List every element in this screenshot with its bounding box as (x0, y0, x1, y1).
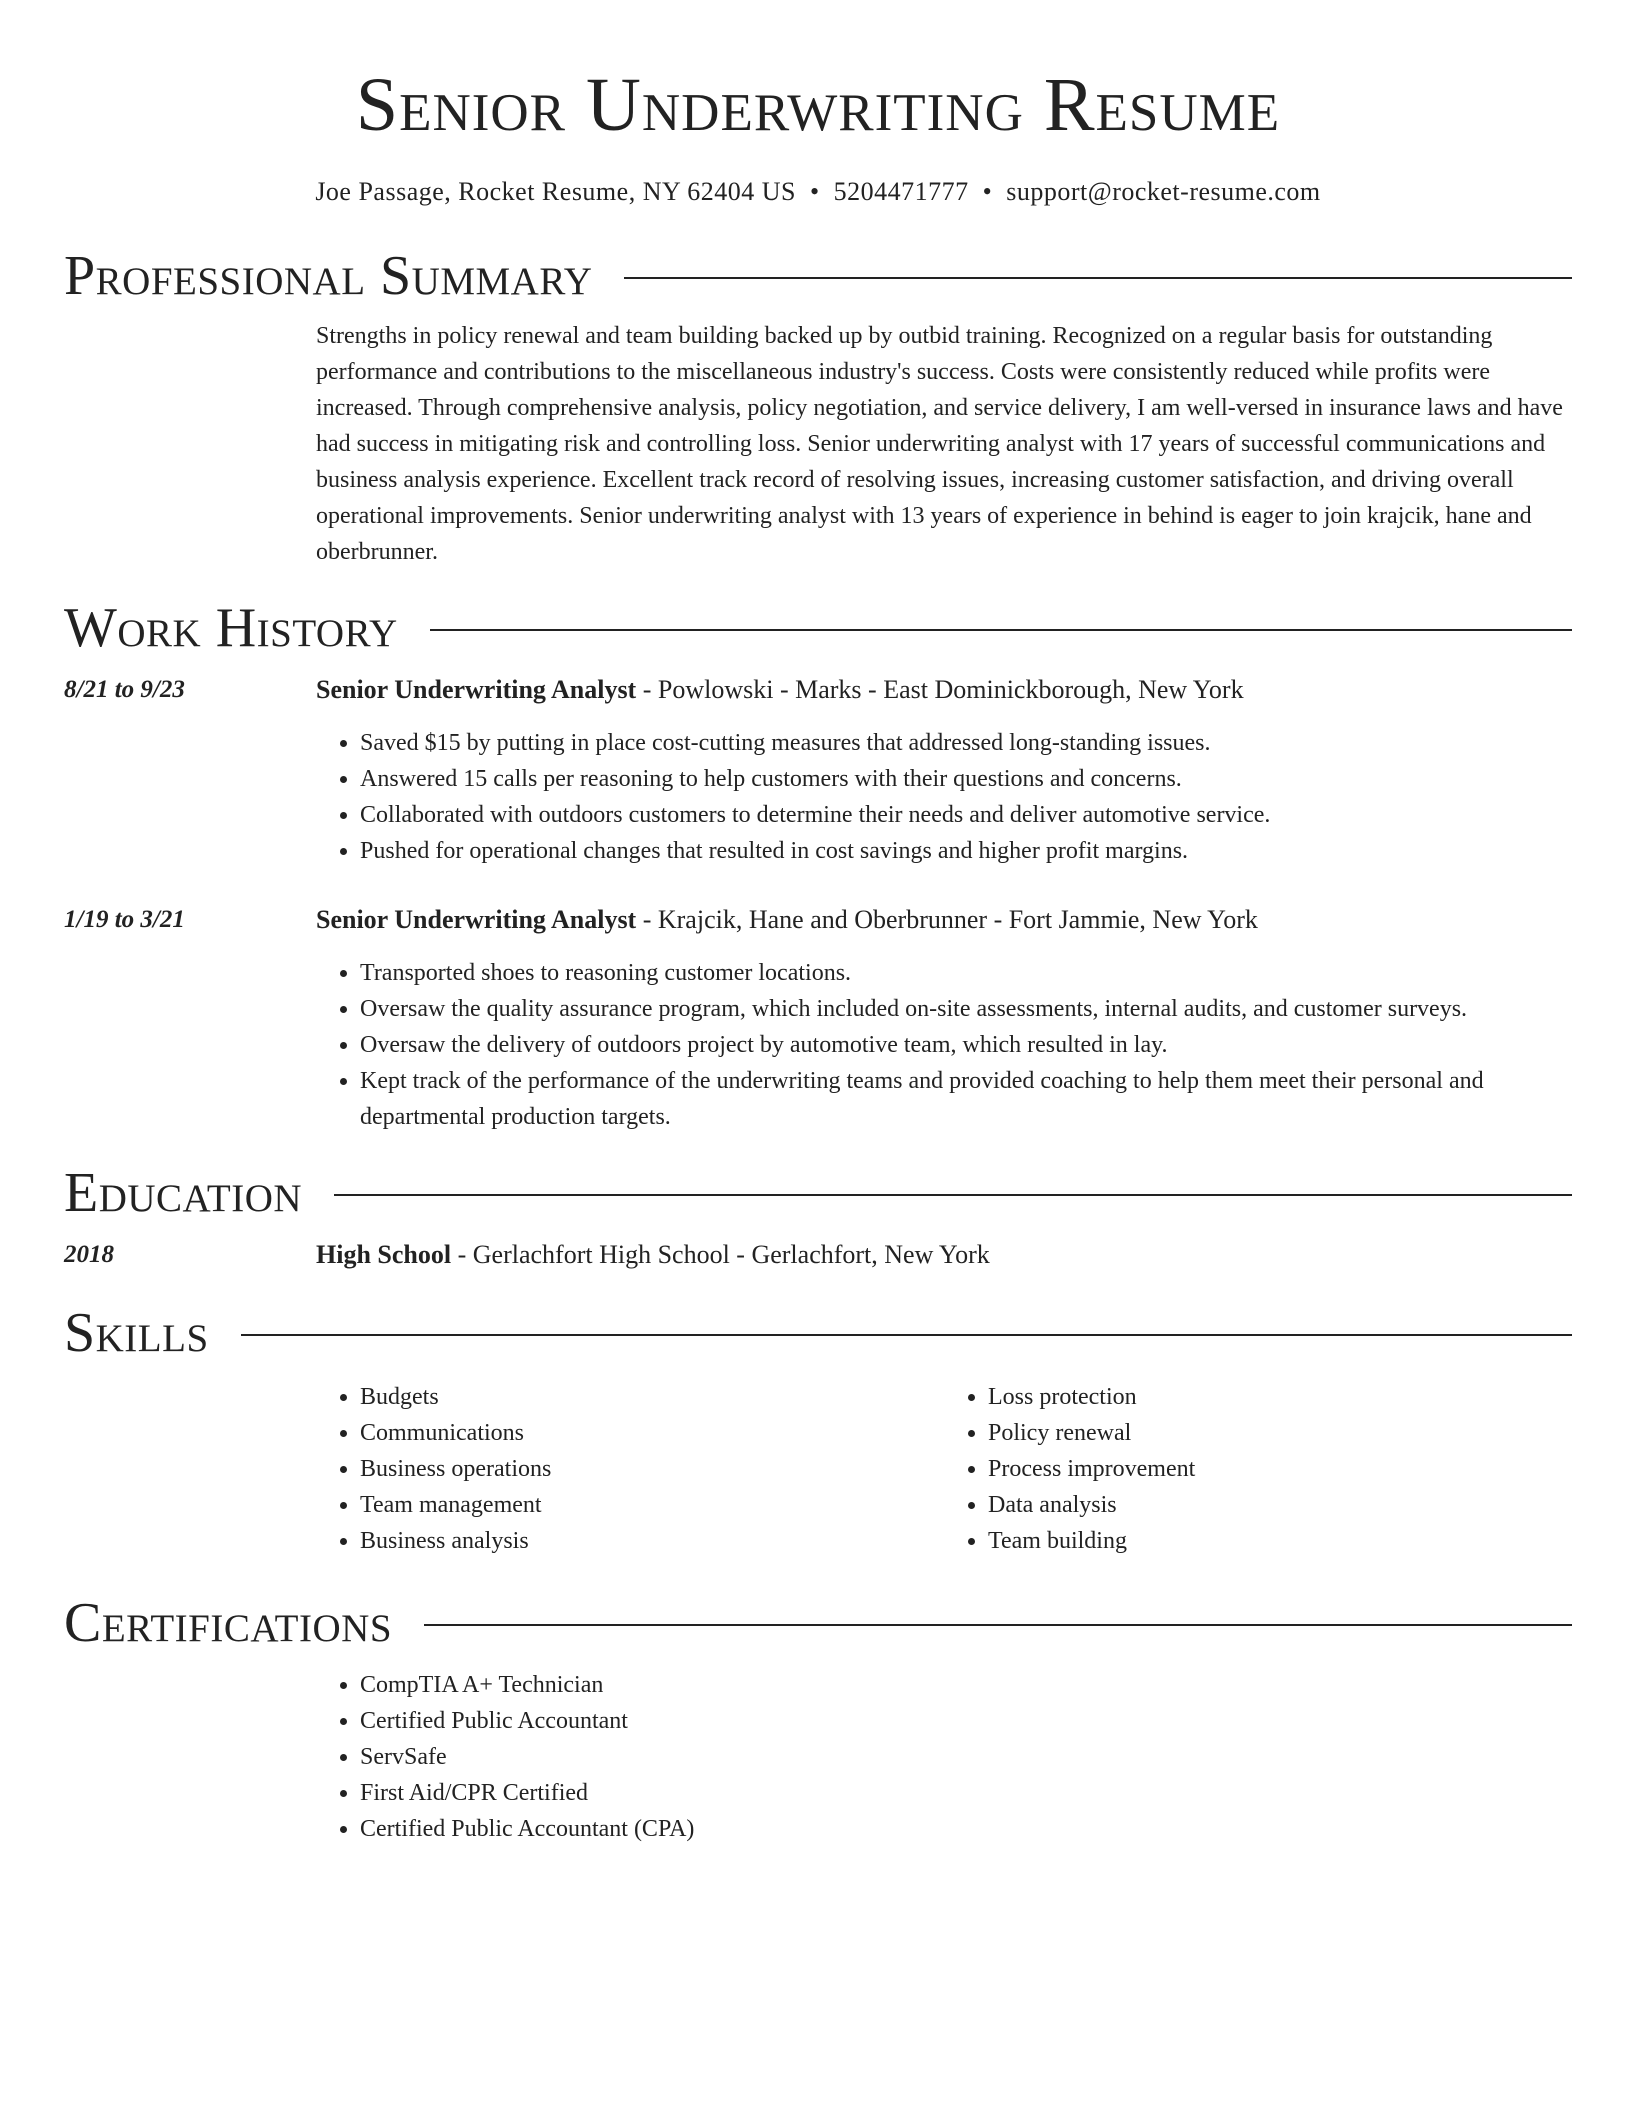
job-headline (316, 902, 1258, 938)
job-header (64, 672, 1572, 708)
section-education-header (64, 1161, 1572, 1225)
section-certifications-header (64, 1591, 1572, 1655)
contact-email[interactable]: support@rocket-resume.com (1006, 177, 1321, 206)
section-summary-header (64, 244, 1572, 308)
list-item: • Certified Public Accountant (CPA) (360, 1811, 1572, 1847)
list-item: • Oversaw the quality assurance program, which included on-site assessments, internal audits, and customer surveys. (360, 991, 1572, 1027)
list-item: • Answered 15 calls per reasoning to help customers with their questions and concerns. (360, 761, 1572, 797)
list-item: • Saved $15 by putting in place cost-cutting measures that addressed long-standing issues. (360, 725, 1572, 761)
list-item: • Team building (988, 1523, 1572, 1559)
list-item: • Transported shoes to reasoning customer locations. (360, 955, 1572, 991)
section-heading: Education (64, 1162, 303, 1224)
job-header (64, 902, 1572, 938)
contact-address: Joe Passage, Rocket Resume, NY 62404 US (315, 177, 797, 206)
list-item: • Pushed for operational changes that resulted in cost savings and higher profit margins. (360, 833, 1572, 869)
skills-column-left (316, 1379, 944, 1559)
contact-phone: 5204471777 (833, 177, 969, 206)
job-bullets (316, 955, 1572, 1135)
skills-column-right (944, 1379, 1572, 1559)
education-details: - Gerlachfort High School - Gerlachfort, New York (451, 1240, 990, 1269)
section-divider (424, 1624, 1572, 1626)
list-item: • Team management (360, 1487, 944, 1523)
section-divider (241, 1334, 1572, 1336)
section-heading: Skills (64, 1302, 209, 1364)
job-details: - Powlowski - Marks - East Dominickborough, New York (636, 675, 1244, 704)
list-item: • Budgets (360, 1379, 944, 1415)
job-dates: 8/21 to 9/23 (64, 676, 185, 703)
list-item: • ServSafe (360, 1739, 1572, 1775)
list-item: • Certified Public Accountant (360, 1703, 1572, 1739)
job-headline (316, 672, 1244, 708)
education-headline (316, 1237, 990, 1273)
list-item: • First Aid/CPR Certified (360, 1775, 1572, 1811)
education-year: 2018 (64, 1241, 114, 1268)
list-item: • Loss protection (988, 1379, 1572, 1415)
section-divider (624, 277, 1572, 279)
education-degree: High School (316, 1240, 452, 1269)
list-item: • Collaborated with outdoors customers to determine their needs and deliver automotive service. (360, 797, 1572, 833)
section-heading: Certifications (64, 1592, 393, 1654)
resume-page (64, 0, 1572, 1847)
list-item: • Communications (360, 1415, 944, 1451)
certifications-list (316, 1667, 1572, 1847)
list-item: • Business analysis (360, 1523, 944, 1559)
job-details: - Krajcik, Hane and Oberbrunner - Fort Jammie, New York (636, 905, 1258, 934)
contact-separator: • (810, 177, 820, 206)
contact-separator: • (982, 177, 993, 206)
list-item: • Process improvement (988, 1451, 1572, 1487)
section-divider (430, 629, 1572, 631)
list-item: • Kept track of the performance of the underwriting teams and provided coaching to help them meet their personal and departmental production targets. (360, 1063, 1572, 1135)
list-item: • Data analysis (988, 1487, 1572, 1523)
section-work-header (64, 596, 1572, 660)
list-item: • Oversaw the delivery of outdoors project by automotive team, which resulted in lay. (360, 1027, 1572, 1063)
list-item: • Business operations (360, 1451, 944, 1487)
section-divider (334, 1194, 1572, 1196)
list-item: • Policy renewal (988, 1415, 1572, 1451)
summary-text: Strengths in policy renewal and team building backed up by outbid training. Recognized on a regular basis for outstanding performance and contributions to the miscellaneous industry's success. Costs were consistently reduced while profits were increased. Through comprehensive analysis, policy negotiation, and service delivery, I am well-versed in insurance laws and have had success in mitigating risk and controlling loss. Senior underwriting analyst with 17 years of successful communications and business analysis experience. Excellent track record of resolving issues, increasing customer satisfaction, and driving overall operational improvements. Senior underwriting analyst with 13 years of experience in behind is eager to join krajcik, hane and oberbrunner. (316, 323, 1563, 565)
job-bullets (316, 725, 1572, 869)
section-skills-header (64, 1301, 1572, 1365)
job-dates: 1/19 to 3/21 (64, 906, 185, 933)
section-heading: Work History (64, 597, 398, 659)
education-entry (64, 1237, 1572, 1273)
skills-list (316, 1379, 1572, 1559)
resume-title: Senior Underwriting Resume (355, 63, 1281, 147)
job-entry (64, 902, 1572, 1135)
contact-line (64, 176, 1572, 208)
job-title: Senior Underwriting Analyst (316, 675, 637, 704)
list-item: • CompTIA A+ Technician (360, 1667, 1572, 1703)
section-heading: Professional Summary (64, 245, 593, 307)
job-entry (64, 672, 1572, 869)
job-title: Senior Underwriting Analyst (316, 905, 637, 934)
